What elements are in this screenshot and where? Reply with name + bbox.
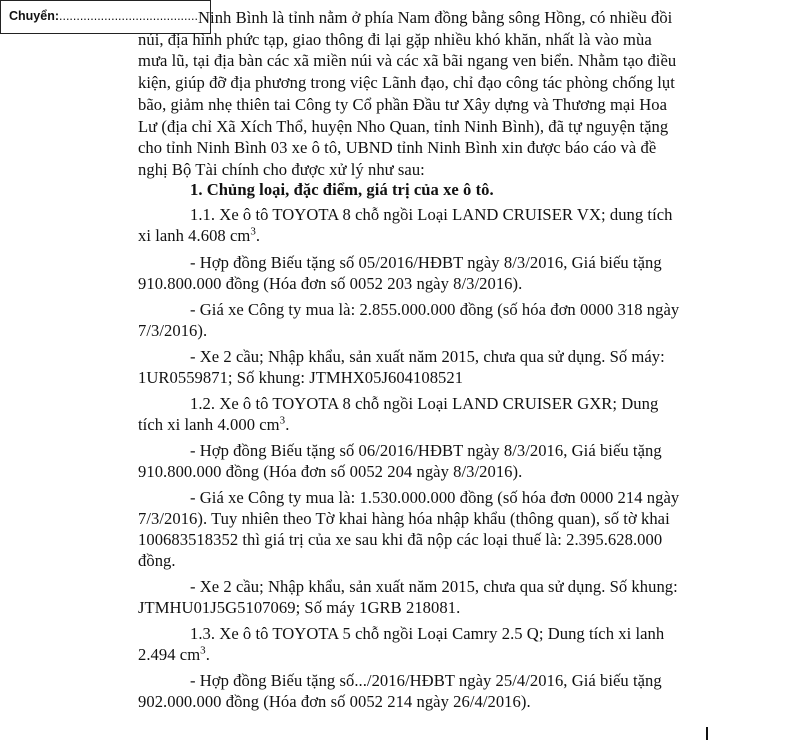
intro-line-8: nghị Bộ Tài chính cho được xử lý như sau: <box>138 160 425 179</box>
item-1-2-price-line-3: 100683518352 thì giá trị của xe sau khi đã nộp các loại thuế là: 2.395.628.000 <box>138 530 663 549</box>
item-1-1-price-line-2: 7/3/2016). <box>138 321 208 340</box>
intro-line-7: cho tỉnh Ninh Bình 03 xe ô tô, UBND tỉnh Ninh Bình xin được báo cáo và đề <box>138 138 657 157</box>
item-1-1-spec-line-2: 1UR0559871; Số khung: JTMHX05J604108521 <box>138 368 464 387</box>
item-1-2-displacement: tích xi lanh 4.000 $cm^3$. <box>138 414 290 434</box>
section-1-heading: 1. Chủng loại, đặc điểm, giá trị của xe ô tô. <box>190 180 494 199</box>
intro-line-2: núi, địa hình phức tạp, giao thông đi lại gặp nhiều khó khăn, nhất là vào mùa <box>138 30 652 49</box>
item-1-2-contract-line-2: 910.800.000 đồng (Hóa đơn số 0052 204 ngày 8/3/2016). <box>138 462 523 481</box>
item-1-1-spec-line-1: - Xe 2 cầu; Nhập khẩu, sản xuất năm 2015, chưa qua sử dụng. Số máy: <box>190 347 665 366</box>
item-1-2-contract-line-1: - Hợp đồng Biếu tặng số 06/2016/HĐBT ngày 8/3/2016, Giá biếu tặng <box>190 441 662 460</box>
item-1-2-price-line-1: - Giá xe Công ty mua là: 1.530.000.000 đồng (số hóa đơn 0000 214 ngày <box>190 488 680 507</box>
item-1-2-spec-line-1: - Xe 2 cầu; Nhập khẩu, sản xuất năm 2015, chưa qua sử dụng. Số khung: <box>190 577 678 596</box>
intro-line-6: Lư (địa chỉ Xã Xích Thổ, huyện Nho Quan, tỉnh Ninh Bình), đã tự nguyện tặng <box>138 117 669 136</box>
intro-line-5: bão, giảm nhẹ thiên tai Công ty Cổ phần Đầu tư Xây dựng và Thương mại Hoa <box>138 95 667 114</box>
intro-line-1: Ninh Bình là tỉnh nằm ở phía Nam đồng bằng sông Hồng, có nhiều đồi <box>198 8 673 27</box>
item-1-2-price-line-4: đồng. <box>138 551 176 570</box>
item-1-1-contract-line-2: 910.800.000 đồng (Hóa đơn số 0052 203 ngày 8/3/2016). <box>138 274 523 293</box>
item-1-2-price-line-2: 7/3/2016). Tuy nhiên theo Tờ khai hàng hóa nhập khẩu (thông quan), số tờ khai <box>138 509 670 528</box>
item-1-3-contract-line-1: - Hợp đồng Biếu tặng số.../2016/HĐBT ngày 25/4/2016, Giá biếu tặng <box>190 671 662 690</box>
item-1-1-title: 1.1. Xe ô tô TOYOTA 8 chỗ ngồi Loại LAND CRUISER VX; dung tích <box>190 205 673 224</box>
intro-line-3: mưa lũ, tại địa bàn các xã miền núi và các xã bãi ngang ven biển. Nhằm tạo điều <box>138 51 677 70</box>
item-1-2-title: 1.2. Xe ô tô TOYOTA 8 chỗ ngồi Loại LAND CRUISER GXR; Dung <box>190 394 659 413</box>
item-1-1-price-line-1: - Giá xe Công ty mua là: 2.855.000.000 đồng (số hóa đơn 0000 318 ngày <box>190 300 680 319</box>
intro-line-4: kiện, giúp đỡ địa phương trong việc Lãnh đạo, chỉ đạo công tác phòng chống lụt <box>138 73 675 92</box>
transfer-label: Chuyển: <box>9 9 59 23</box>
item-1-3-contract-line-2: 902.000.000 đồng (Hóa đơn số 0052 214 ngày 26/4/2016). <box>138 692 531 711</box>
item-1-1-contract-line-1: - Hợp đồng Biếu tặng số 05/2016/HĐBT ngày 8/3/2016, Giá biếu tặng <box>190 253 662 272</box>
item-1-1-displacement: xi lanh 4.608 $cm^3$. <box>138 225 261 245</box>
item-1-3-displacement: 2.494 $cm^3$. <box>138 644 210 664</box>
transfer-dots: ........................................ <box>59 9 198 23</box>
transfer-stamp-box <box>0 0 211 34</box>
item-1-2-spec-line-2: JTMHU01J5G5107069; Số máy 1GRB 218081. <box>138 598 461 617</box>
item-1-3-title: 1.3. Xe ô tô TOYOTA 5 chỗ ngồi Loại Camry 2.5 Q; Dung tích xi lanh <box>190 624 665 643</box>
scan-edge-mark <box>706 727 708 740</box>
